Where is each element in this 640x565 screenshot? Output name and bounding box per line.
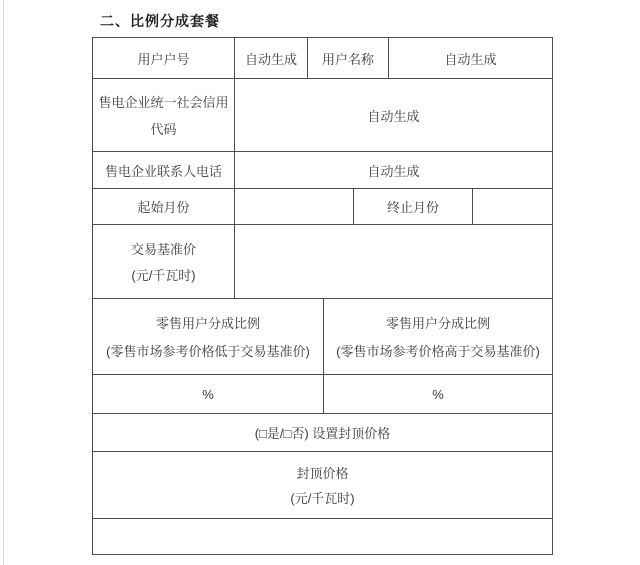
table-row [93, 518, 552, 554]
table-row [93, 188, 552, 224]
cap-price-checkbox-row[interactable]: (□是/□否) 设置封顶价格 [254, 426, 391, 441]
share-ratio-high-line1: 零售用户分成比例 [385, 316, 490, 332]
credit-code-label-line1: 售电企业统一社会信用 [98, 95, 229, 111]
share-ratio-high-field[interactable]: % [323, 375, 552, 413]
table-row [93, 298, 552, 374]
table-row [93, 374, 552, 413]
page-left-edge [3, 0, 4, 565]
credit-code-label-line2: 代码 [150, 121, 177, 137]
share-ratio-low-header [93, 299, 323, 374]
credit-code-value: 自动生成 [234, 79, 552, 151]
base-price-label-line2: (元/千瓦时) [131, 268, 196, 284]
cap-price-label [93, 452, 552, 518]
table-row [93, 224, 552, 298]
end-month-field[interactable] [472, 189, 552, 224]
table-row [93, 78, 552, 151]
table-row [93, 151, 552, 188]
user-name-value: 自动生成 [388, 38, 552, 78]
table-row [93, 413, 552, 451]
base-price-field[interactable] [234, 225, 552, 298]
table-row [93, 38, 552, 78]
section-title: 二、比例分成套餐 [100, 13, 220, 29]
user-id-label: 用户户号 [137, 51, 190, 67]
share-ratio-high-line2: (零售市场参考价格高于交易基准价) [336, 343, 540, 359]
user-name-label: 用户名称 [307, 38, 388, 78]
share-ratio-high-header [323, 299, 552, 374]
base-price-label-line1: 交易基准价 [130, 241, 196, 257]
start-month-field[interactable] [234, 189, 353, 224]
cap-price-label-line2: (元/千瓦时) [290, 490, 355, 506]
start-month-label: 起始月份 [137, 200, 190, 215]
contact-phone-value: 自动生成 [234, 152, 552, 188]
share-ratio-low-line1: 零售用户分成比例 [155, 316, 260, 332]
proportional-share-package-table [92, 37, 553, 555]
share-ratio-low-field[interactable]: % [202, 386, 214, 402]
table-row [93, 451, 552, 518]
share-ratio-low-line2: (零售市场参考价格低于交易基准价) [106, 343, 310, 359]
end-month-label: 终止月份 [353, 189, 472, 224]
user-id-value: 自动生成 [234, 38, 307, 78]
credit-code-label [93, 79, 234, 151]
base-price-label [93, 225, 234, 298]
cap-price-field[interactable] [93, 519, 552, 554]
cap-price-label-line1: 封顶价格 [296, 466, 349, 482]
contact-phone-label: 售电企业联系人电话 [104, 163, 222, 179]
